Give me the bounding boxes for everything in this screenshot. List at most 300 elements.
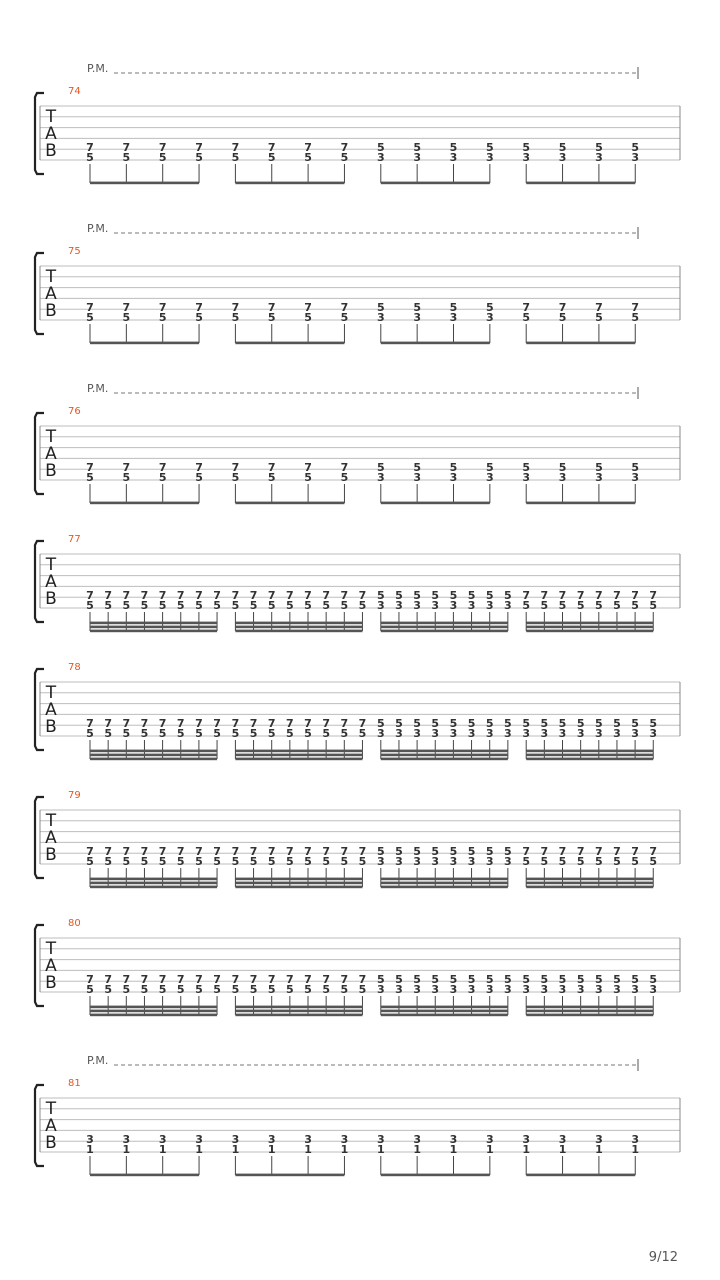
fret-number: 3 bbox=[631, 471, 640, 484]
fret-number: 5 bbox=[86, 983, 94, 996]
tab-clef-letter: A bbox=[45, 124, 57, 144]
fret-number: 7 bbox=[249, 717, 258, 730]
fret-number: 7 bbox=[304, 845, 312, 858]
note-beam bbox=[381, 758, 508, 761]
fret-number: 1 bbox=[340, 1143, 349, 1156]
fret-number: 5 bbox=[176, 855, 185, 868]
fret-number: 5 bbox=[195, 311, 203, 324]
fret-number: 5 bbox=[122, 983, 131, 996]
note-beam bbox=[90, 758, 217, 761]
fret-number: 5 bbox=[122, 727, 131, 740]
fret-number: 3 bbox=[613, 727, 621, 740]
fret-number: 5 bbox=[267, 151, 276, 164]
fret-number: 7 bbox=[86, 845, 94, 858]
note-beam bbox=[381, 502, 490, 505]
fret-number: 7 bbox=[522, 301, 531, 314]
fret-number: 7 bbox=[104, 973, 112, 986]
fret-number: 3 bbox=[304, 1133, 312, 1146]
fret-number: 3 bbox=[413, 1133, 421, 1146]
fret-number: 5 bbox=[267, 855, 276, 868]
fret-number: 7 bbox=[267, 301, 276, 314]
fret-number: 5 bbox=[449, 141, 458, 154]
fret-number: 3 bbox=[376, 983, 385, 996]
fret-number: 5 bbox=[267, 983, 276, 996]
tab-clef-letter: T bbox=[45, 811, 57, 831]
fret-number: 3 bbox=[558, 151, 567, 164]
tab-clef-letter: B bbox=[45, 1133, 57, 1153]
fret-number: 5 bbox=[467, 717, 476, 730]
fret-number: 7 bbox=[122, 141, 131, 154]
fret-number: 5 bbox=[358, 599, 367, 612]
note-beam bbox=[90, 630, 217, 633]
fret-number: 5 bbox=[504, 973, 512, 986]
fret-number: 5 bbox=[286, 983, 294, 996]
fret-number: 5 bbox=[449, 845, 458, 858]
note-beam bbox=[381, 630, 508, 633]
fret-number: 5 bbox=[558, 599, 567, 612]
fret-number: 5 bbox=[286, 855, 294, 868]
note-beam bbox=[526, 758, 653, 761]
fret-number: 3 bbox=[413, 311, 421, 324]
fret-number: 7 bbox=[304, 301, 312, 314]
fret-number: 7 bbox=[267, 973, 276, 986]
fret-number: 3 bbox=[449, 471, 458, 484]
note-beam bbox=[381, 886, 508, 889]
note-beam bbox=[381, 750, 508, 753]
tab-clef-letter: A bbox=[45, 700, 57, 720]
fret-number: 5 bbox=[522, 599, 531, 612]
fret-number: 5 bbox=[176, 727, 185, 740]
note-beam bbox=[90, 182, 199, 185]
fret-number: 7 bbox=[576, 845, 585, 858]
measure-number: 75 bbox=[68, 246, 81, 257]
fret-number: 1 bbox=[304, 1143, 312, 1156]
fret-number: 7 bbox=[304, 141, 312, 154]
fret-number: 5 bbox=[231, 311, 240, 324]
note-beam bbox=[526, 750, 653, 753]
fret-number: 5 bbox=[358, 855, 367, 868]
note-beam bbox=[381, 1014, 508, 1017]
fret-number: 5 bbox=[558, 717, 567, 730]
fret-number: 5 bbox=[576, 717, 585, 730]
fret-number: 7 bbox=[631, 589, 639, 602]
fret-number: 3 bbox=[485, 855, 494, 868]
fret-number: 7 bbox=[86, 717, 94, 730]
fret-number: 7 bbox=[231, 717, 240, 730]
note-beam bbox=[90, 750, 217, 753]
fret-number: 3 bbox=[431, 599, 440, 612]
measure-number: 79 bbox=[68, 790, 81, 801]
fret-number: 7 bbox=[158, 589, 167, 602]
tab-system bbox=[35, 790, 680, 888]
note-beam bbox=[235, 754, 362, 757]
fret-number: 5 bbox=[376, 589, 385, 602]
fret-number: 5 bbox=[231, 471, 240, 484]
fret-number: 7 bbox=[358, 845, 367, 858]
note-beam bbox=[90, 1174, 199, 1177]
note-beam bbox=[90, 882, 217, 885]
fret-number: 7 bbox=[104, 589, 112, 602]
fret-number: 5 bbox=[576, 599, 585, 612]
fret-number: 3 bbox=[376, 855, 385, 868]
note-beam bbox=[526, 502, 635, 505]
fret-number: 5 bbox=[649, 855, 658, 868]
note-beam bbox=[526, 886, 653, 889]
fret-number: 3 bbox=[486, 151, 494, 164]
note-beam bbox=[235, 1006, 362, 1009]
note-beam bbox=[526, 1010, 653, 1013]
fret-number: 5 bbox=[304, 311, 312, 324]
tab-clef-letter: B bbox=[45, 461, 57, 481]
note-beam bbox=[235, 758, 362, 761]
fret-number: 5 bbox=[504, 717, 512, 730]
note-beam bbox=[381, 878, 508, 881]
fret-number: 5 bbox=[231, 727, 240, 740]
fret-number: 5 bbox=[267, 311, 276, 324]
fret-number: 5 bbox=[213, 599, 221, 612]
fret-number: 1 bbox=[595, 1143, 603, 1156]
fret-number: 5 bbox=[267, 471, 276, 484]
note-beam bbox=[90, 1010, 217, 1013]
fret-number: 5 bbox=[158, 311, 167, 324]
fret-number: 5 bbox=[267, 599, 276, 612]
note-beam bbox=[90, 342, 199, 345]
fret-number: 3 bbox=[376, 311, 385, 324]
fret-number: 5 bbox=[340, 599, 349, 612]
fret-number: 7 bbox=[340, 717, 349, 730]
tab-clef-letter: A bbox=[45, 828, 57, 848]
measure-number: 76 bbox=[68, 406, 81, 417]
fret-number: 3 bbox=[522, 1133, 531, 1146]
fret-number: 7 bbox=[322, 717, 330, 730]
fret-number: 5 bbox=[340, 855, 349, 868]
fret-number: 3 bbox=[395, 983, 403, 996]
fret-number: 7 bbox=[576, 589, 585, 602]
fret-number: 5 bbox=[395, 845, 403, 858]
fret-number: 3 bbox=[267, 1133, 276, 1146]
fret-number: 5 bbox=[304, 727, 312, 740]
measure-number: 81 bbox=[68, 1078, 81, 1089]
fret-number: 5 bbox=[613, 973, 621, 986]
tab-system bbox=[35, 382, 680, 504]
tab-clef-letter: T bbox=[45, 1099, 57, 1119]
fret-number: 5 bbox=[558, 311, 567, 324]
fret-number: 7 bbox=[340, 589, 349, 602]
fret-number: 5 bbox=[195, 471, 203, 484]
fret-number: 7 bbox=[122, 845, 131, 858]
fret-number: 3 bbox=[467, 727, 476, 740]
fret-number: 7 bbox=[195, 461, 203, 474]
fret-number: 5 bbox=[540, 855, 549, 868]
fret-number: 5 bbox=[176, 599, 185, 612]
fret-number: 5 bbox=[158, 727, 167, 740]
fret-number: 5 bbox=[522, 461, 531, 474]
page-number: 9/12 bbox=[648, 1250, 678, 1265]
fret-number: 5 bbox=[104, 599, 112, 612]
fret-number: 7 bbox=[286, 589, 294, 602]
fret-number: 5 bbox=[413, 301, 421, 314]
fret-number: 3 bbox=[486, 471, 494, 484]
note-beam bbox=[381, 622, 508, 625]
fret-number: 5 bbox=[140, 983, 149, 996]
note-beam bbox=[526, 630, 653, 633]
note-beam bbox=[526, 626, 653, 629]
fret-number: 3 bbox=[649, 727, 658, 740]
fret-number: 5 bbox=[594, 973, 603, 986]
note-beam bbox=[381, 1010, 508, 1013]
fret-number: 7 bbox=[558, 589, 567, 602]
fret-number: 7 bbox=[267, 141, 276, 154]
fret-number: 1 bbox=[86, 1143, 94, 1156]
fret-number: 3 bbox=[504, 599, 512, 612]
fret-number: 5 bbox=[485, 845, 494, 858]
fret-number: 1 bbox=[231, 1143, 240, 1156]
fret-number: 5 bbox=[322, 727, 330, 740]
note-beam bbox=[90, 886, 217, 889]
fret-number: 5 bbox=[522, 141, 531, 154]
fret-number: 7 bbox=[158, 461, 167, 474]
fret-number: 7 bbox=[249, 589, 258, 602]
fret-number: 5 bbox=[595, 311, 603, 324]
fret-number: 5 bbox=[249, 983, 258, 996]
fret-number: 3 bbox=[376, 599, 385, 612]
fret-number: 5 bbox=[158, 471, 167, 484]
fret-number: 5 bbox=[431, 973, 440, 986]
fret-number: 5 bbox=[631, 599, 639, 612]
fret-number: 5 bbox=[485, 973, 494, 986]
fret-number: 5 bbox=[449, 973, 458, 986]
fret-number: 3 bbox=[431, 855, 440, 868]
fret-number: 7 bbox=[267, 589, 276, 602]
fret-number: 5 bbox=[140, 727, 149, 740]
fret-number: 7 bbox=[195, 717, 203, 730]
fret-number: 5 bbox=[231, 599, 240, 612]
fret-number: 5 bbox=[304, 471, 312, 484]
fret-number: 5 bbox=[558, 855, 567, 868]
fret-number: 7 bbox=[631, 301, 640, 314]
fret-number: 7 bbox=[140, 973, 149, 986]
note-beam bbox=[526, 182, 635, 185]
fret-number: 5 bbox=[195, 727, 203, 740]
fret-number: 5 bbox=[195, 855, 203, 868]
fret-number: 5 bbox=[595, 141, 603, 154]
fret-number: 5 bbox=[613, 717, 621, 730]
fret-number: 7 bbox=[158, 973, 167, 986]
fret-number: 1 bbox=[158, 1143, 167, 1156]
fret-number: 3 bbox=[467, 599, 476, 612]
tab-clef-letter: T bbox=[45, 939, 57, 959]
fret-number: 1 bbox=[522, 1143, 531, 1156]
fret-number: 3 bbox=[613, 983, 621, 996]
fret-number: 5 bbox=[286, 599, 294, 612]
fret-number: 7 bbox=[249, 845, 258, 858]
fret-number: 7 bbox=[104, 717, 112, 730]
fret-number: 7 bbox=[594, 845, 603, 858]
fret-number: 7 bbox=[122, 717, 131, 730]
fret-number: 5 bbox=[413, 845, 421, 858]
fret-number: 5 bbox=[176, 983, 185, 996]
fret-number: 5 bbox=[104, 727, 112, 740]
note-beam bbox=[526, 882, 653, 885]
fret-number: 7 bbox=[540, 845, 549, 858]
fret-number: 5 bbox=[449, 589, 458, 602]
fret-number: 7 bbox=[176, 589, 185, 602]
fret-number: 3 bbox=[449, 311, 458, 324]
fret-number: 7 bbox=[358, 589, 367, 602]
palm-mute-label: P.M. bbox=[87, 62, 109, 75]
note-beam bbox=[235, 182, 344, 185]
fret-number: 3 bbox=[431, 727, 440, 740]
fret-number: 7 bbox=[158, 717, 167, 730]
fret-number: 3 bbox=[376, 1133, 385, 1146]
fret-number: 5 bbox=[431, 845, 440, 858]
fret-number: 5 bbox=[395, 717, 403, 730]
fret-number: 7 bbox=[158, 301, 167, 314]
fret-number: 3 bbox=[631, 151, 640, 164]
fret-number: 3 bbox=[522, 471, 531, 484]
fret-number: 7 bbox=[213, 973, 221, 986]
fret-number: 1 bbox=[486, 1143, 494, 1156]
note-beam bbox=[381, 1174, 490, 1177]
note-beam bbox=[381, 1006, 508, 1009]
tab-clef-letter: B bbox=[45, 717, 57, 737]
fret-number: 3 bbox=[122, 1133, 131, 1146]
fret-number: 5 bbox=[195, 151, 203, 164]
fret-number: 7 bbox=[86, 589, 94, 602]
fret-number: 7 bbox=[558, 845, 567, 858]
fret-number: 5 bbox=[613, 855, 621, 868]
fret-number: 5 bbox=[376, 717, 385, 730]
fret-number: 3 bbox=[504, 983, 512, 996]
fret-number: 5 bbox=[231, 151, 240, 164]
fret-number: 3 bbox=[631, 983, 639, 996]
fret-number: 5 bbox=[631, 717, 639, 730]
fret-number: 3 bbox=[540, 727, 549, 740]
fret-number: 7 bbox=[213, 717, 221, 730]
note-beam bbox=[235, 630, 362, 633]
fret-number: 7 bbox=[340, 973, 349, 986]
fret-number: 3 bbox=[395, 727, 403, 740]
fret-number: 5 bbox=[104, 855, 112, 868]
fret-number: 7 bbox=[267, 461, 276, 474]
note-beam bbox=[235, 1014, 362, 1017]
palm-mute-label: P.M. bbox=[87, 1054, 109, 1067]
fret-number: 7 bbox=[286, 973, 294, 986]
fret-number: 5 bbox=[449, 461, 458, 474]
fret-number: 5 bbox=[449, 717, 458, 730]
fret-number: 5 bbox=[540, 717, 549, 730]
fret-number: 7 bbox=[231, 301, 240, 314]
fret-number: 3 bbox=[631, 1133, 640, 1146]
fret-number: 1 bbox=[195, 1143, 203, 1156]
fret-number: 5 bbox=[304, 983, 312, 996]
note-beam bbox=[526, 754, 653, 757]
tab-clef-letter: A bbox=[45, 572, 57, 592]
fret-number: 3 bbox=[649, 983, 658, 996]
fret-number: 3 bbox=[594, 983, 603, 996]
fret-number: 7 bbox=[595, 301, 603, 314]
fret-number: 3 bbox=[576, 983, 585, 996]
fret-number: 7 bbox=[213, 589, 221, 602]
fret-number: 7 bbox=[340, 301, 349, 314]
fret-number: 3 bbox=[449, 727, 458, 740]
fret-number: 5 bbox=[540, 973, 549, 986]
fret-number: 5 bbox=[649, 599, 658, 612]
note-beam bbox=[235, 750, 362, 753]
fret-number: 7 bbox=[231, 845, 240, 858]
fret-number: 1 bbox=[122, 1143, 131, 1156]
fret-number: 3 bbox=[631, 727, 639, 740]
fret-number: 5 bbox=[86, 855, 94, 868]
fret-number: 3 bbox=[340, 1133, 349, 1146]
fret-number: 7 bbox=[104, 845, 112, 858]
fret-number: 5 bbox=[358, 727, 367, 740]
fret-number: 5 bbox=[322, 983, 330, 996]
fret-number: 7 bbox=[249, 973, 258, 986]
fret-number: 7 bbox=[286, 845, 294, 858]
fret-number: 5 bbox=[594, 855, 603, 868]
fret-number: 5 bbox=[104, 983, 112, 996]
fret-number: 3 bbox=[485, 599, 494, 612]
fret-number: 5 bbox=[249, 855, 258, 868]
fret-number: 1 bbox=[631, 1143, 640, 1156]
note-beam bbox=[235, 1010, 362, 1013]
fret-number: 5 bbox=[213, 855, 221, 868]
measure-number: 78 bbox=[68, 662, 81, 673]
fret-number: 7 bbox=[540, 589, 549, 602]
fret-number: 5 bbox=[486, 141, 494, 154]
fret-number: 7 bbox=[304, 589, 312, 602]
fret-number: 7 bbox=[340, 141, 349, 154]
fret-number: 3 bbox=[558, 471, 567, 484]
fret-number: 1 bbox=[558, 1143, 567, 1156]
fret-number: 7 bbox=[340, 461, 349, 474]
fret-number: 5 bbox=[522, 717, 531, 730]
note-beam bbox=[235, 342, 344, 345]
fret-number: 7 bbox=[304, 717, 312, 730]
fret-number: 5 bbox=[540, 599, 549, 612]
fret-number: 7 bbox=[140, 845, 149, 858]
fret-number: 5 bbox=[485, 589, 494, 602]
fret-number: 7 bbox=[86, 141, 94, 154]
fret-number: 7 bbox=[231, 141, 240, 154]
tab-clef-letter: T bbox=[45, 683, 57, 703]
fret-number: 7 bbox=[195, 301, 203, 314]
fret-number: 5 bbox=[486, 461, 494, 474]
fret-number: 1 bbox=[267, 1143, 276, 1156]
note-beam bbox=[526, 1006, 653, 1009]
fret-number: 3 bbox=[558, 1133, 567, 1146]
fret-number: 5 bbox=[504, 589, 512, 602]
note-beam bbox=[235, 622, 362, 625]
fret-number: 5 bbox=[522, 311, 531, 324]
fret-number: 5 bbox=[376, 973, 385, 986]
fret-number: 3 bbox=[522, 151, 531, 164]
note-beam bbox=[381, 626, 508, 629]
note-beam bbox=[526, 1014, 653, 1017]
fret-number: 5 bbox=[158, 855, 167, 868]
fret-number: 7 bbox=[631, 845, 639, 858]
fret-number: 5 bbox=[340, 151, 349, 164]
fret-number: 5 bbox=[86, 471, 94, 484]
fret-number: 7 bbox=[176, 717, 185, 730]
fret-number: 7 bbox=[140, 589, 149, 602]
fret-number: 5 bbox=[340, 727, 349, 740]
fret-number: 3 bbox=[558, 727, 567, 740]
fret-number: 5 bbox=[631, 461, 640, 474]
fret-number: 7 bbox=[613, 845, 621, 858]
tab-clef-letter: B bbox=[45, 301, 57, 321]
